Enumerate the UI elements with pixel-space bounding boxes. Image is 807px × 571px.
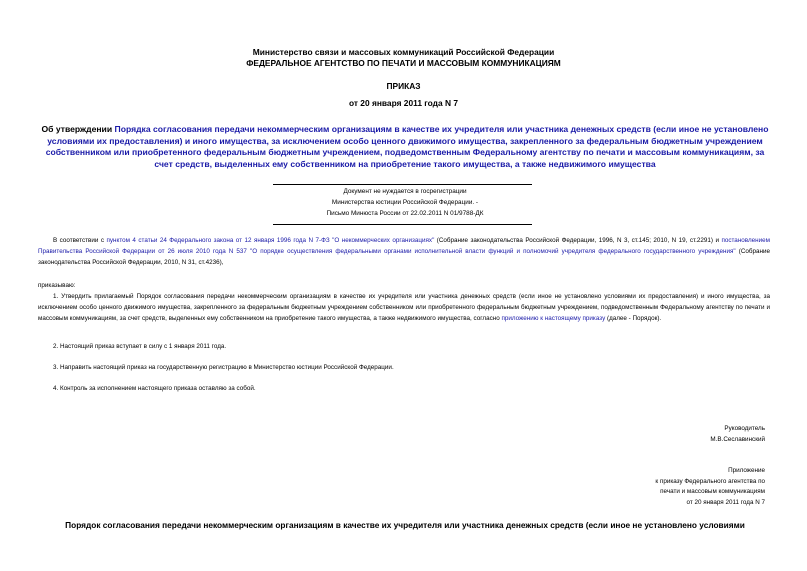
- document-date: от 20 января 2011 года N 7: [348, 98, 459, 108]
- preamble: [38, 236, 770, 268]
- appendix-line-1: Приложение: [728, 467, 765, 474]
- item-2: 2. Настоящий приказ вступает в силу с 1 января 2011 года.: [53, 343, 227, 350]
- note-top-rule: [273, 184, 532, 185]
- order-word: приказываю:: [38, 282, 76, 289]
- note-line-1: Документ не нуждается в госрегистрации: [343, 188, 467, 195]
- appendix-line-4: от 20 января 2011 года N 7: [686, 498, 765, 506]
- item-3: 3. Направить настоящий приказ на государственную регистрацию в Министерство юстиции Российской Федерации.: [53, 364, 394, 371]
- appendix-title: Порядок согласования передачи некоммерческим организациям в качестве их учредителя или участника денежных средств (если иное не установлено условиями: [65, 520, 745, 530]
- item-1-tail: (далее - Порядок).: [605, 314, 662, 322]
- law-link[interactable]: пунктом 4 статьи 24 Федерального закона от 12 января 1996 года N 7-ФЗ "О некоммерческих организациях": [106, 237, 435, 244]
- registration-note: [260, 186, 550, 219]
- item-1: [38, 292, 770, 324]
- appendix-link[interactable]: приложению к настоящему приказу: [501, 314, 606, 322]
- resolution-link[interactable]: постановлением Правительства Российской Федерации от 26 июля 2010 года N 537 "О порядке осуществления федеральными органами исполнительной власти функций и полномочий учредителя федерального государственного учреждения": [38, 237, 770, 255]
- item-4: 4. Контроль за исполнением настоящего приказа оставляю за собой.: [53, 385, 256, 392]
- preamble-text-2: (Собрание законодательства Российской Федерации, 1996, N 3, ст.145; 2010, N 19, ст.2291) и: [434, 237, 722, 244]
- order-title: [40, 124, 770, 170]
- appendix-block: [655, 466, 765, 508]
- agency-name: ФЕДЕРАЛЬНОЕ АГЕНТСТВО ПО ПЕЧАТИ И МАССОВЫМ КОММУНИКАЦИЯМ: [246, 58, 561, 68]
- note-bottom-rule: [273, 224, 532, 225]
- preamble-text-1: В соответствии с: [53, 237, 107, 244]
- appendix-line-3: печати и массовым коммуникациям: [660, 488, 765, 496]
- document-type: ПРИКАЗ: [386, 81, 421, 91]
- title-prefix: Об утверждении: [41, 124, 115, 134]
- signature-name: М.В.Сеславинский: [710, 435, 765, 443]
- preamble-text-3: (Собрание законодательства Российской Федерации, 2010, N 31, ст.4236),: [38, 247, 770, 266]
- appendix-line-2: к приказу Федерального агентства по: [655, 477, 765, 485]
- signature-position: Руководитель: [724, 425, 765, 432]
- note-line-2: Министерства юстиции Российской Федерации. -: [331, 199, 479, 206]
- title-procedure-link[interactable]: Порядка согласования передачи некоммерческим организациям в качестве их учредителя или участника денежных средств (если иное не установлено условиями их предоставления) и иного имущества, за исключением особо ценного движимого имущества, закрепленного за федеральным бюджетным учреждением собственником или приобретенного федеральным бюджетным учреждением, подведомственным Федеральному агентству по печати и массовым коммуникациям, за счет средств, выделенных ему собственником на приобретение такого имущества, а также недвижимого имущества: [45, 124, 769, 169]
- signature-block: [710, 424, 765, 445]
- note-line-3: Письмо Минюста России от 22.02.2011 N 01/9788-ДК: [326, 210, 484, 217]
- ministry-name: Министерство связи и массовых коммуникаций Российской Федерации: [252, 47, 555, 57]
- item-1-text: 1. Утвердить прилагаемый Порядок согласования передачи некоммерческим организациям в качестве их учредителя или участника денежных средств (если иное не установлено условиями их предоставления) и иного имущества, за исключением особо ценного движимого имущества, закрепленного за федеральным бюджетным учреждением собственником или приобретенного федеральным бюджетным учреждением, подведомственным Федеральному агентству по печати и массовым коммуникациям, за счет средств, выделенных ему собственником на приобретение такого имущества, а также недвижимого имущества, согласно: [38, 293, 770, 322]
